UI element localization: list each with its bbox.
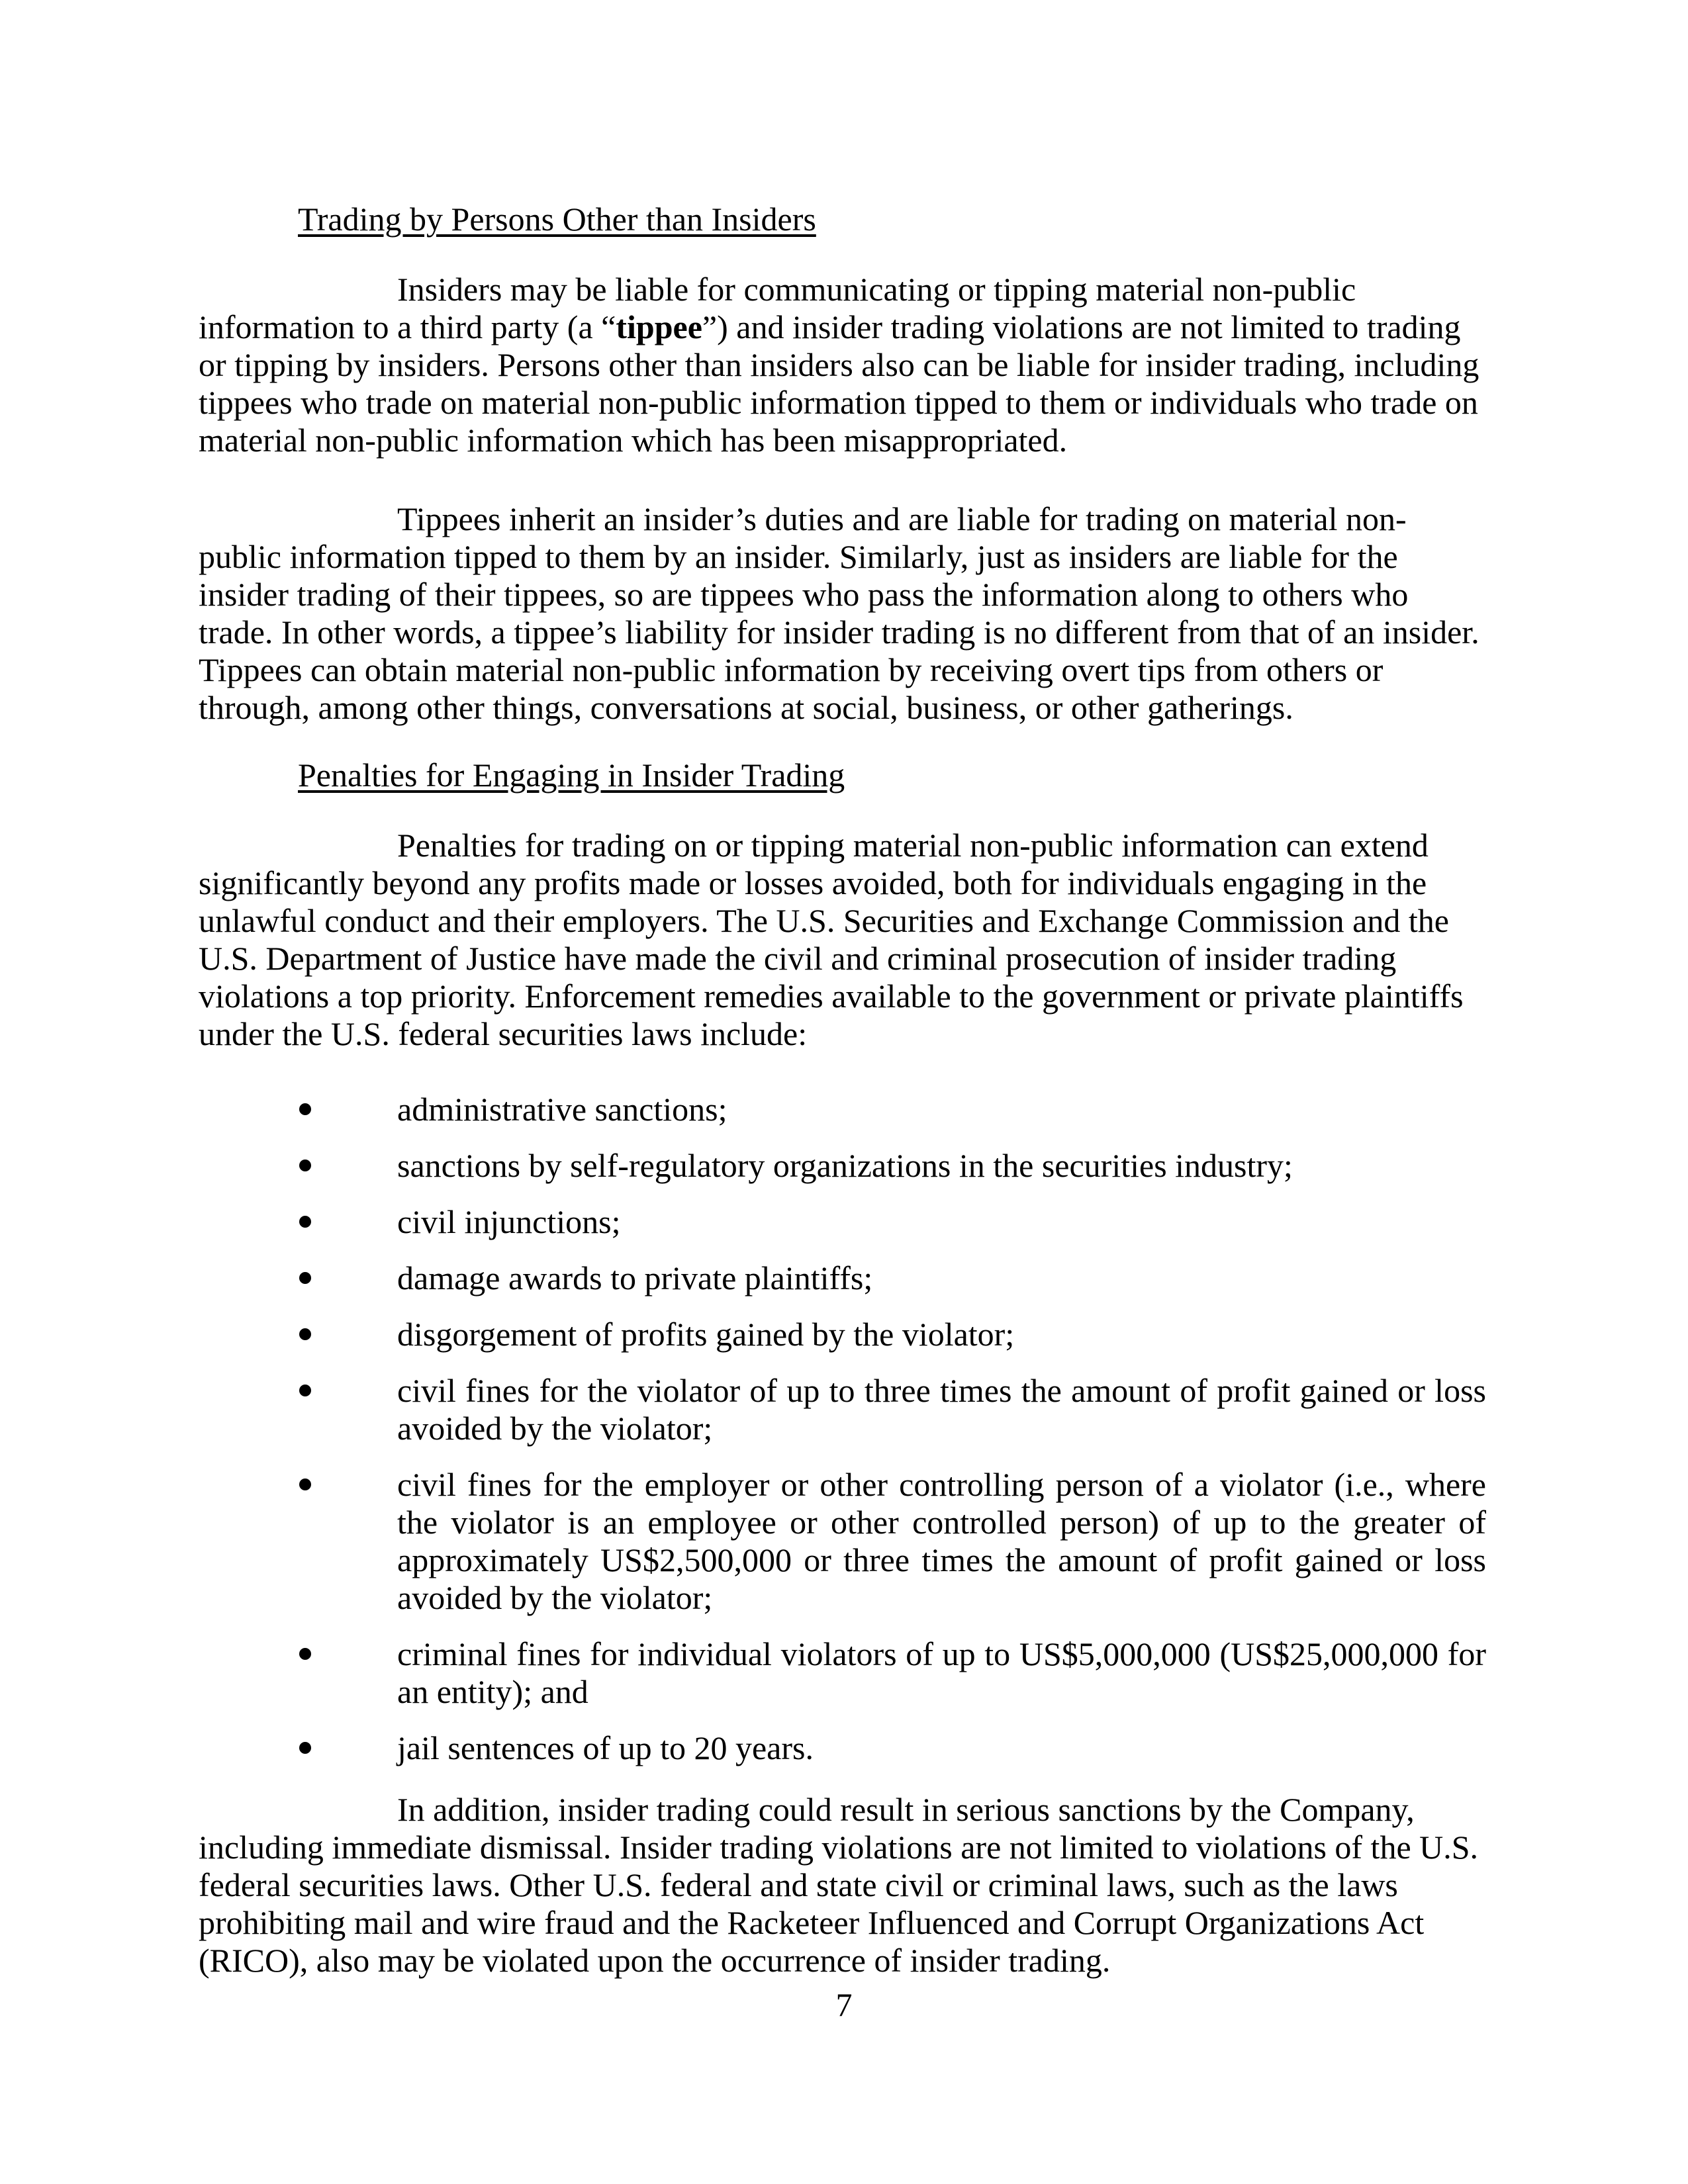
bullet-icon: [299, 1385, 311, 1396]
list-item-text: administrative sanctions;: [397, 1091, 727, 1128]
bullet-icon: [299, 1742, 311, 1754]
list-item-text: sanctions by self-regulatory organizations in the securities industry;: [397, 1147, 1293, 1184]
paragraph-text: ”) and insider trading violations are not limited to trading or tipping by insiders. Persons other than insiders also can be liable for insider trading, including tippees who trade on material non-public information tipped to them or individuals who trade on material non-public information which has been misappropriated.: [199, 308, 1479, 459]
list-item-text: jail sentences of up to 20 years.: [397, 1729, 814, 1766]
bullet-icon: [299, 1103, 311, 1115]
list-item: [199, 1466, 1486, 1617]
paragraph-additional-sanctions: In addition, insider trading could result in serious sanctions by the Company, including immediate dismissal. Insider trading violations are not limited to violations of the U.S. federal securities laws. Other U.S. federal and state civil or criminal laws, such as the laws prohibiting mail and wire fraud and the Racketeer Influenced and Corrupt Organizations Act (RICO), also may be violated upon the occurrence of insider trading.: [199, 1791, 1479, 1979]
list-item: [199, 1147, 1486, 1185]
list-item-text: civil injunctions;: [397, 1203, 621, 1240]
enforcement-remedies-list: [199, 1091, 1486, 1786]
list-item-text: civil fines for the employer or other controlling person of a violator (i.e., where the violator is an employee or other controlled person) of up to the greater of approximately US$2,500,000 or three times the amount of profit gained or loss avoided by the violator;: [397, 1466, 1486, 1616]
section-heading-trading-by-others: Trading by Persons Other than Insiders: [298, 201, 816, 238]
bullet-icon: [299, 1479, 311, 1490]
list-item: [199, 1091, 1486, 1128]
section-heading-penalties: Penalties for Engaging in Insider Trading: [298, 756, 845, 794]
list-item-text: disgorgement of profits gained by the violator;: [397, 1316, 1015, 1353]
list-item-text: damage awards to private plaintiffs;: [397, 1259, 873, 1297]
list-item: [199, 1729, 1486, 1767]
defined-term-tippee: tippee: [616, 308, 702, 345]
bullet-icon: [299, 1160, 311, 1171]
page-number: 7: [835, 1986, 853, 2023]
list-item: [199, 1635, 1486, 1711]
bullet-icon: [299, 1648, 311, 1660]
bullet-icon: [299, 1328, 311, 1340]
paragraph-tippee-definition: [199, 271, 1486, 459]
paragraph-text: Insiders may be liable for communicating or tipping material non-public information to a third party (a “: [199, 271, 1356, 345]
list-item: [199, 1259, 1486, 1297]
list-item: [199, 1372, 1486, 1447]
bullet-icon: [299, 1272, 311, 1284]
list-item: [199, 1316, 1486, 1353]
list-item-text: civil fines for the violator of up to three times the amount of profit gained or loss avoided by the violator;: [397, 1372, 1486, 1447]
list-item: [199, 1203, 1486, 1241]
paragraph-tippee-liability: Tippees inherit an insider’s duties and are liable for trading on material non-public information tipped to them by an insider. Similarly, just as insiders are liable for the insider trading of their tippees, so are tippees who pass the information along to others who trade. In other words, a tippee’s liability for insider trading is no different from that of an insider. Tippees can obtain material non-public information by receiving overt tips from others or through, among other things, conversations at social, business, or other gatherings.: [199, 500, 1479, 726]
paragraph-penalties-intro: Penalties for trading on or tipping material non-public information can extend significantly beyond any profits made or losses avoided, both for individuals engaging in the unlawful conduct and their employers. The U.S. Securities and Exchange Commission and the U.S. Department of Justice have made the civil and criminal prosecution of insider trading violations a top priority. Enforcement remedies available to the government or private plaintiffs under the U.S. federal securities laws include:: [199, 827, 1464, 1052]
list-item-text: criminal fines for individual violators of up to US$5,000,000 (US$25,000,000 for an entity); and: [397, 1635, 1486, 1710]
bullet-icon: [299, 1216, 311, 1228]
